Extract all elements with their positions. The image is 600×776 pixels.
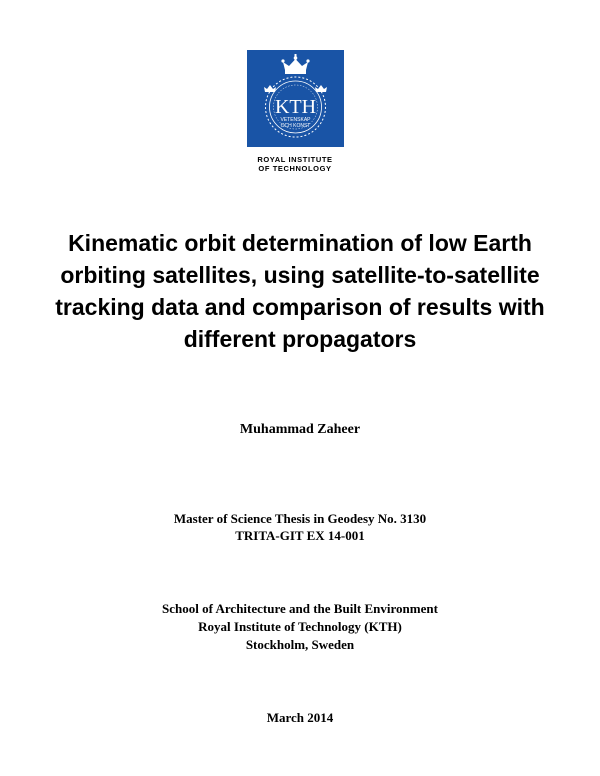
kth-seal-icon	[247, 50, 344, 147]
kth-logo-subtitle-1: VETENSKAP	[280, 117, 311, 123]
kth-logo-text: KTH	[274, 96, 317, 118]
thesis-report-number: TRITA-GIT EX 14-001	[235, 528, 365, 543]
title-line-3: tracking data and comparison of results with	[55, 294, 545, 320]
author-name: Muhammad Zaheer	[239, 422, 361, 437]
publication-date: March 2014	[266, 710, 334, 725]
kth-logo-subtitle-2: OCH KONST	[280, 123, 311, 129]
title-line-4: different propagators	[183, 326, 417, 352]
title-line-1: Kinematic orbit determination of low Earth	[68, 230, 532, 256]
title-line-2: orbiting satellites, using satellite-to-satellite	[60, 262, 540, 288]
institute-name-line-1: ROYAL INSTITUTE	[257, 155, 333, 164]
location: Stockholm, Sweden	[245, 637, 355, 652]
thesis-series: Master of Science Thesis in Geodesy No. 3130	[173, 511, 427, 526]
university-name: Royal Institute of Technology (KTH)	[198, 619, 402, 634]
institute-name-line-2: OF TECHNOLOGY	[258, 164, 332, 173]
school-name: School of Architecture and the Built Environment	[162, 601, 438, 616]
kth-logo	[247, 50, 344, 147]
